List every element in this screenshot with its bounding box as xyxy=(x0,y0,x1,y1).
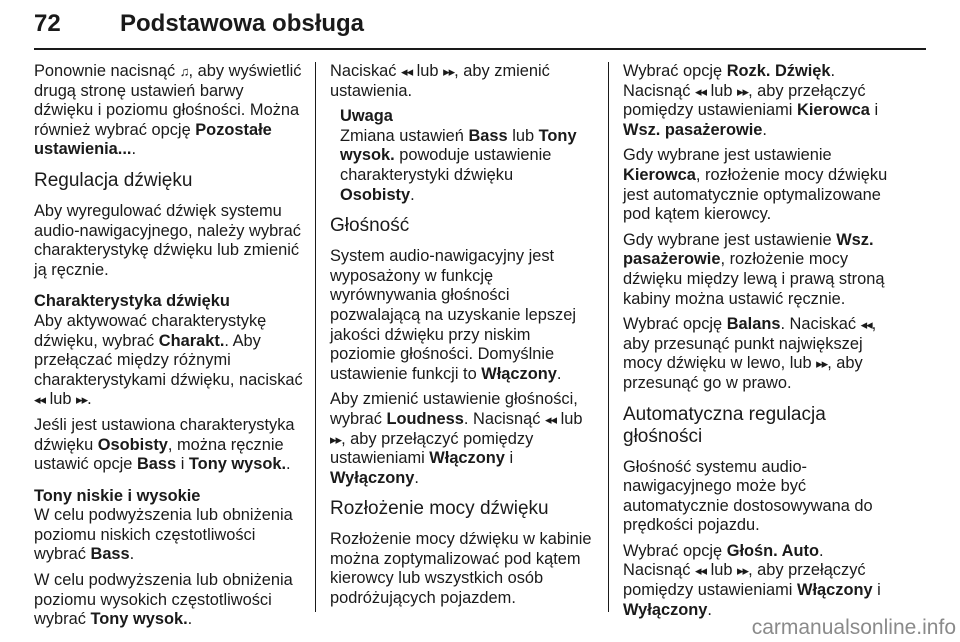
paragraph: Rozłożenie mocy dźwięku w kabinie można zoptymalizować pod kątem kierowcy lub wszystkich osób podróżujących pojazdem. xyxy=(330,530,592,608)
column-1 xyxy=(34,62,304,636)
subheading: Charakterystyka dźwięku xyxy=(34,292,230,311)
fast-forward-icon: ▸▸ xyxy=(330,431,342,447)
paragraph: Aby zmienić ustawienie głośności, wybrać Loudness. Nacisnąć ◂◂ lub ▸▸, aby przełączyć pomiędzy ustawieniami Włączony i Wyłączony. xyxy=(330,390,583,487)
paragraph: Naciskać ◂◂ lub ▸▸, aby zmienić ustawienia. xyxy=(330,62,550,100)
note-box xyxy=(340,107,592,205)
column-divider xyxy=(608,62,609,612)
paragraph: Wybrać opcję Głośn. Auto. Nacisnąć ◂◂ lub ▸▸, aby przełączyć pomiędzy ustawieniami Włączony i Wyłączony. xyxy=(623,541,881,619)
paragraph: Ponownie nacisnąć ♫, aby wyświetlić drugą stronę ustawień barwy dźwięku i poziomu głośności. Można również wybrać opcję Pozostałe ustawienia.... xyxy=(34,62,302,159)
page-header xyxy=(34,2,926,50)
rewind-icon: ◂◂ xyxy=(401,64,413,79)
fast-forward-icon: ▸▸ xyxy=(443,64,455,79)
music-note-icon: ♫ xyxy=(179,64,189,79)
fast-forward-icon: ▸▸ xyxy=(737,83,749,99)
rewind-icon: ◂◂ xyxy=(544,411,557,427)
rewind-icon: ◂◂ xyxy=(860,317,872,333)
paragraph: Jeśli jest ustawiona charakterystyka dźwięku Osobisty, można ręcznie ustawić opcje Bass i Tony wysok.. xyxy=(34,415,295,474)
section-heading: Regulacja dźwięku xyxy=(34,169,193,191)
paragraph: Gdy wybrane jest ustawienie Kierowca, rozłożenie mocy dźwięku jest automatycznie optymalizowane pod kątem kierowcy. xyxy=(623,146,888,224)
rewind-icon: ◂◂ xyxy=(34,392,46,408)
page-title: Podstawowa obsługa xyxy=(120,10,365,37)
fast-forward-icon: ▸▸ xyxy=(737,563,749,579)
paragraph: Gdy wybrane jest ustawienie Wsz. pasażerowie, rozłożenie mocy dźwięku między lewą i prawą stroną kabiny można ustawić ręcznie. xyxy=(623,230,885,308)
subheading: Tony niskie i wysokie xyxy=(34,486,201,505)
paragraph: W celu podwyższenia lub obniżenia poziomu niskich częstotliwości wybrać Bass. xyxy=(34,506,293,564)
paragraph: Wybrać opcję Rozk. Dźwięk. Nacisnąć ◂◂ lub ▸▸, aby przełączyć pomiędzy ustawieniami Kierowca i Wsz. pasażerowie. xyxy=(623,62,879,139)
paragraph: Wybrać opcję Balans. Naciskać ◂◂, aby przesunąć punkt największej mocy dźwięku w lewo, lub ▸▸, aby przesunąć go w prawo. xyxy=(623,315,877,392)
note-title: Uwaga xyxy=(340,107,393,126)
note-text: Zmiana ustawień Bass lub Tony wysok. powoduje ustawienie charakterystyki dźwięku Osobisty. xyxy=(340,126,577,204)
section-heading: Automatyczna regulacja głośności xyxy=(623,403,826,447)
paragraph: W celu podwyższenia lub obniżenia poziomu wysokich częstotliwości wybrać Tony wysok.. xyxy=(34,571,293,629)
fast-forward-icon: ▸▸ xyxy=(816,356,828,372)
paragraph: Aby wyregulować dźwięk systemu audio-nawigacyjnego, należy wybrać charakterystykę dźwięku lub zmienić ją ręcznie. xyxy=(34,201,301,279)
column-2 xyxy=(330,62,592,615)
paragraph: System audio-nawigacyjny jest wyposażony w funkcję wyrównywania głośności pozwalającą na uzyskanie lepszej jakości dźwięku przy niskim poziomie głośności. Domyślnie ustawienie funkcji to Włączony. xyxy=(330,247,577,383)
section-heading: Rozłożenie mocy dźwięku xyxy=(330,498,549,520)
rewind-icon: ◂◂ xyxy=(694,83,707,99)
page-number: 72 xyxy=(34,10,61,37)
fast-forward-icon: ▸▸ xyxy=(76,392,88,408)
paragraph: Głośność systemu audio-nawigacyjnego może być automatycznie dostosowywana do prędkości pojazdu. xyxy=(623,457,873,535)
column-divider xyxy=(315,62,316,612)
rewind-icon: ◂◂ xyxy=(694,563,707,579)
section-heading: Głośność xyxy=(330,215,410,237)
column-3 xyxy=(623,62,893,626)
watermark: carmanualsonline.info xyxy=(751,616,956,639)
paragraph: Aby aktywować charakterystykę dźwięku, wybrać Charakt.. Aby przełączać między różnymi charakterystykami dźwięku, naciskać ◂◂ lub ▸▸. xyxy=(34,311,303,409)
